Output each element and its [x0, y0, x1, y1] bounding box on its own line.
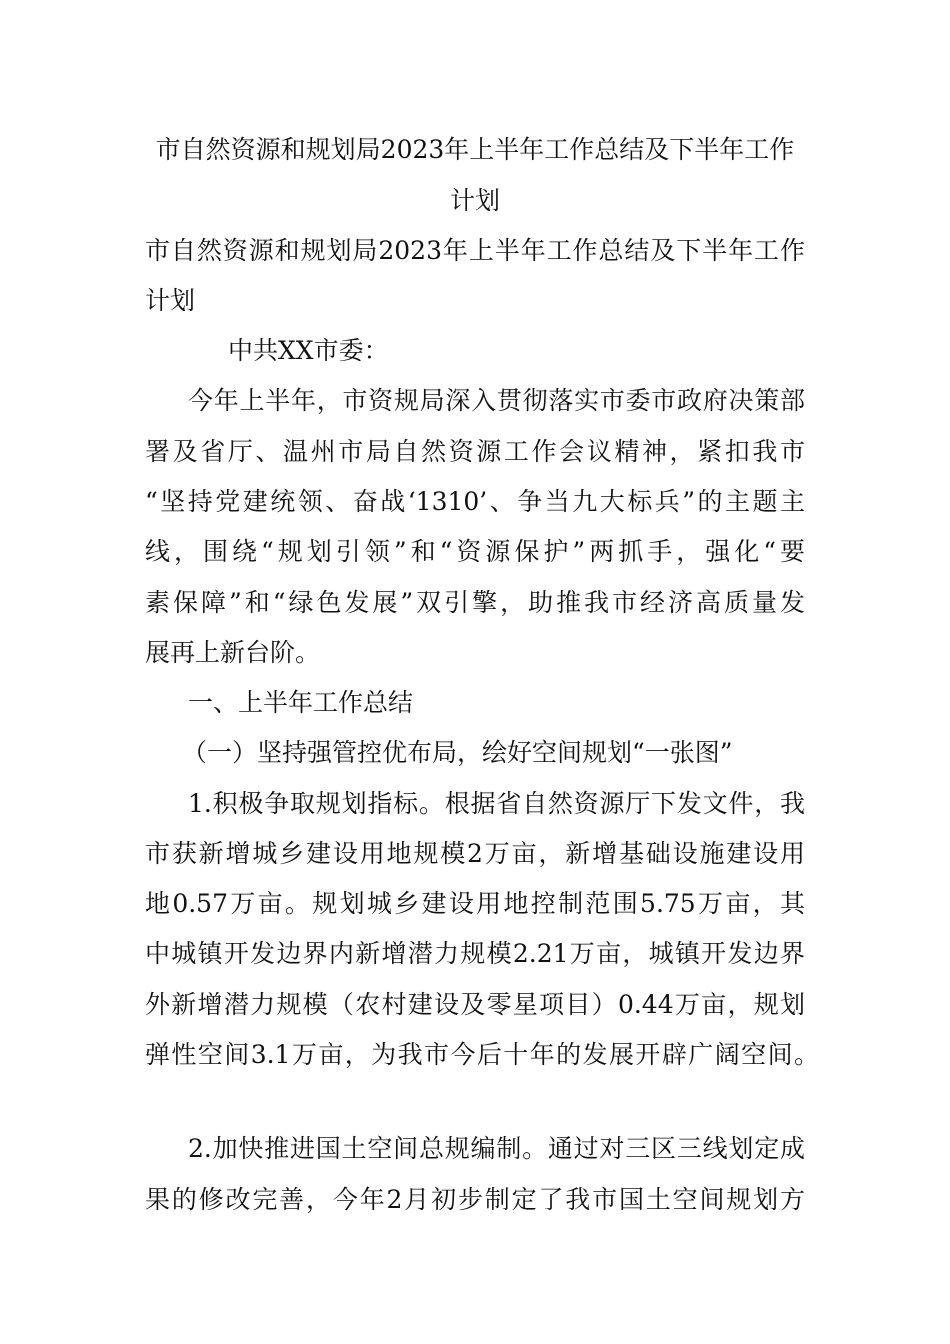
item2-line-1: 2.加快推进国土空间总规编制。通过对三区三线划定成	[188, 1134, 805, 1163]
item1-line-5: 外新增潜力规模（农村建设及零星项目）0.44万亩，规划	[145, 990, 805, 1019]
repeated-title-line-1: 市自然资源和规划局2023年上半年工作总结及下半年工作	[145, 236, 805, 265]
intro-line-1: 今年上半年，市资规局深入贯彻落实市委市政府决策部	[188, 386, 805, 415]
item1-line-4: 中城镇开发边界内新增潜力规模2.21万亩，城镇开发边界	[145, 939, 805, 968]
intro-line-4: 线，围绕“规划引领”和“资源保护”两抓手，强化“要	[145, 537, 805, 566]
document-title-line-2: 计划	[449, 186, 500, 215]
item1-line-2: 市获新增城乡建设用地规模2万亩，新增基础设施建设用	[145, 839, 805, 868]
intro-line-2: 署及省厅、温州市局自然资源工作会议精神，紧扣我市	[145, 437, 805, 466]
intro-line-3: “坚持党建统领、奋战‘1310’、争当九大标兵”的主题主	[145, 487, 805, 516]
item1-line-1: 1.积极争取规划指标。根据省自然资源厅下发文件，我	[188, 789, 805, 818]
subsection-heading-1: （一）坚持强管控优布局，绘好空间规划“一张图”	[182, 738, 733, 767]
salutation: 中共XX市委：	[228, 336, 389, 365]
repeated-title-line-2: 计划	[145, 286, 196, 315]
item2-line-2: 果的修改完善，今年2月初步制定了我市国土空间规划方	[145, 1185, 805, 1214]
intro-line-6: 展再上新台阶。	[145, 638, 321, 667]
item1-line-3: 地0.57万亩。规划城乡建设用地控制范围5.75万亩，其	[145, 889, 805, 918]
intro-line-5: 素保障”和“绿色发展”双引擎，助推我市经济高质量发	[145, 588, 805, 617]
document-title-line-1: 市自然资源和规划局2023年上半年工作总结及下半年工作	[155, 135, 795, 164]
section-heading-1: 一、上半年工作总结	[188, 688, 414, 717]
item1-line-6: 弹性空间3.1万亩，为我市今后十年的发展开辟广阔空间。	[145, 1040, 819, 1069]
